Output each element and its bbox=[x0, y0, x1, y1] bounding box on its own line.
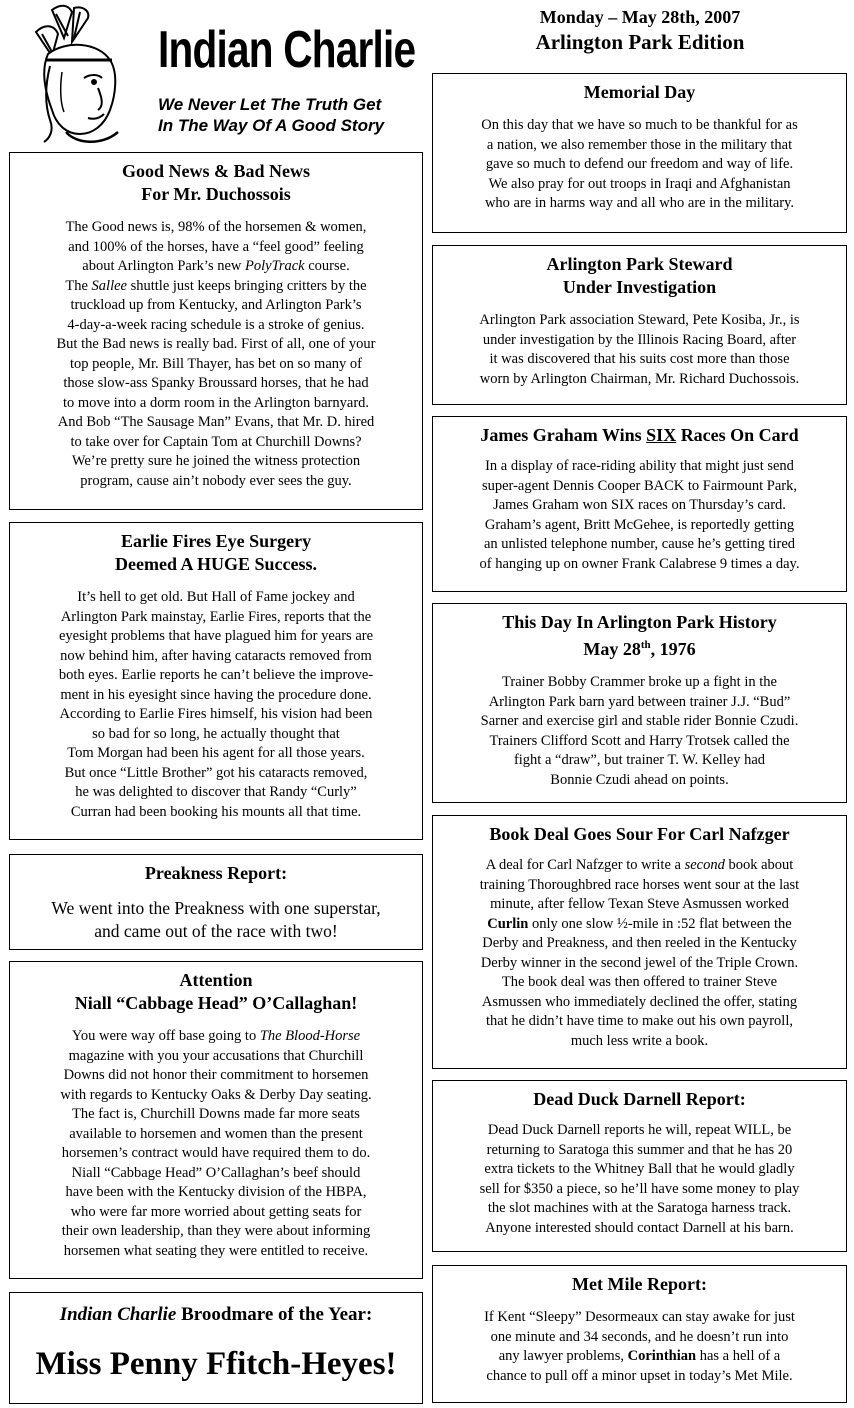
article-body bbox=[16, 1027, 416, 1261]
body-line: Arlington Park association Steward, Pete Kosiba, Jr., is bbox=[479, 312, 800, 328]
body-line: to move into a dorm room in the Arlington barnyard. bbox=[62, 394, 370, 411]
body-line: chance to pull off a minor upset in today’s Met Mile. bbox=[486, 1367, 793, 1384]
article-headline: Dead Duck Darnell Report: bbox=[533, 1089, 746, 1109]
article-headline: Preakness Report: bbox=[144, 863, 288, 883]
body-line: it was discovered that his suits cost more than those bbox=[489, 351, 790, 367]
italic-text: PolyTrack bbox=[245, 258, 305, 274]
body-line: he was delighted to discover that Randy “Curly” bbox=[75, 784, 357, 800]
body-line: Derby and Preakness, and then reeled in the Kentucky bbox=[482, 935, 797, 951]
body-line: who are in harms way and all who are in the military. bbox=[484, 195, 795, 211]
article-body bbox=[439, 311, 840, 389]
article-headline bbox=[10, 969, 422, 1015]
body-line: a nation, we also remember those in the military that bbox=[486, 136, 793, 153]
body-line: We also pray for out troops in Iraqi and Afghanistan bbox=[488, 175, 791, 192]
body-line: one minute and 34 seconds, and he doesn’t run into bbox=[490, 1328, 789, 1345]
issue-date: Monday – May 28th, 2007 bbox=[539, 7, 741, 27]
text-run: only one slow ½-mile in :52 flat between the bbox=[528, 915, 792, 932]
body-line: top people, Mr. Bill Thayer, has bet on so many of bbox=[70, 355, 362, 372]
body-line: The Good news is, 98% of the horsemen & women, bbox=[65, 219, 367, 235]
body-line bbox=[16, 277, 416, 297]
article-body bbox=[16, 588, 416, 822]
body-line: with regards to Kentucky Oaks & Derby Day seating. bbox=[60, 1086, 372, 1103]
body-line: Sarner and exercise girl and stable rider Bonnie Czudi. bbox=[480, 713, 799, 729]
body-line: James Graham won SIX races on Thursday’s card. bbox=[493, 497, 786, 513]
body-line: Downs did not honor their commitment to horsemen bbox=[63, 1067, 369, 1083]
article-dead-duck-darnell bbox=[432, 1080, 847, 1252]
body-line bbox=[439, 856, 840, 876]
body-line: Niall “Cabbage Head” O’Callaghan’s beef should bbox=[71, 1164, 361, 1181]
body-line: Anyone interested should contact Darnell at his barn. bbox=[485, 1219, 794, 1236]
body-line: fight a “draw”, but trainer T. W. Kelley had bbox=[513, 752, 766, 768]
body-line: so bad for so long, he actually thought that bbox=[92, 725, 340, 742]
tagline-line-1: We Never Let The Truth Get bbox=[158, 95, 382, 114]
article-memorial-day bbox=[432, 73, 847, 233]
article-headline bbox=[10, 1303, 422, 1326]
body-line: truckload up from Kentucky, and Arlington Park’s bbox=[70, 297, 362, 313]
text-run: has a hell of a bbox=[696, 1348, 781, 1364]
body-line: The book deal was then offered to trainer Steve bbox=[501, 974, 778, 990]
body-line: extra tickets to the Whitney Ball that he would gladly bbox=[484, 1161, 795, 1177]
body-line bbox=[439, 1347, 840, 1367]
text-run: about Arlington Park’s new bbox=[82, 258, 245, 274]
body-line: Tom Morgan had been his agent for all those years. bbox=[67, 745, 365, 761]
body-line: Bonnie Czudi ahead on points. bbox=[550, 771, 729, 788]
headline-line: Deemed A HUGE Success. bbox=[115, 554, 317, 574]
body-line: minute, after fellow Texan Steve Asmussen worked bbox=[490, 896, 789, 912]
body-line: worn by Arlington Chairman, Mr. Richard Duchossois. bbox=[479, 370, 800, 387]
body-line bbox=[16, 1027, 416, 1047]
headline-line: This Day In Arlington Park History bbox=[502, 612, 777, 632]
body-line: Curran had been booking his mounts all that time. bbox=[70, 803, 362, 820]
body-line: Arlington Park mainstay, Earlie Fires, reports that the bbox=[60, 608, 372, 625]
body-line: to take over for Captain Tom at Churchill Downs? bbox=[70, 433, 362, 450]
body-line: Derby winner in the second jewel of the Triple Crown. bbox=[480, 954, 799, 971]
article-park-history bbox=[432, 603, 847, 803]
article-headline bbox=[10, 530, 422, 576]
article-headline: Book Deal Goes Sour For Carl Nafzger bbox=[489, 824, 790, 844]
headline-line bbox=[433, 634, 846, 661]
body-line: If Kent “Sleepy” Desormeaux can stay awake for just bbox=[484, 1309, 795, 1325]
body-line: sell for $350 a piece, so he’ll have some money to play bbox=[479, 1180, 800, 1197]
body-line: In a display of race-riding ability that might just send bbox=[485, 458, 794, 474]
body-line: their own leadership, than they were about informing bbox=[61, 1223, 371, 1239]
article-good-bad-news bbox=[9, 152, 423, 510]
article-body bbox=[439, 457, 840, 574]
tagline-line-2: In The Way Of A Good Story bbox=[158, 116, 385, 135]
headline-line: Arlington Park Steward bbox=[546, 254, 733, 274]
body-line: those slow-ass Spanky Broussard horses, that he had bbox=[63, 375, 369, 391]
body-line: who were far more worried about getting seats for bbox=[70, 1203, 362, 1220]
body-line: have been with the Kentucky division of the HBPA, bbox=[65, 1184, 367, 1200]
text-run: book about bbox=[724, 857, 794, 873]
body-line: training Thoroughbred race horses went sour at the last bbox=[479, 876, 800, 893]
body-line: now behind him, after having cataracts removed from bbox=[60, 647, 372, 664]
broodmare-name: Miss Penny Ffitch-Heyes! bbox=[35, 1346, 397, 1382]
text-run: , 1976 bbox=[650, 639, 696, 659]
headline-line: Earlie Fires Eye Surgery bbox=[120, 531, 312, 551]
edition-title: Arlington Park Edition bbox=[535, 30, 745, 54]
text-run: James Graham Wins bbox=[480, 425, 647, 445]
text-run: Races On Card bbox=[676, 425, 799, 445]
italic-text: second bbox=[684, 857, 725, 873]
body-line: We went into the Preakness with one superstar, bbox=[51, 898, 381, 918]
article-preakness-report bbox=[9, 854, 423, 950]
body-line: And Bob “The Sausage Man” Evans, that Mr. D. hired bbox=[57, 414, 375, 430]
body-line: horsemen what seating they were entitled to receive. bbox=[63, 1242, 369, 1259]
article-headline bbox=[433, 253, 846, 299]
text-run: shuttle just keeps bringing critters by the bbox=[126, 277, 367, 294]
bold-text: Corinthian bbox=[627, 1348, 697, 1364]
body-line: of hanging up on owner Frank Calabrese 9 times a day. bbox=[479, 555, 800, 572]
body-line: both eyes. Earlie reports he can’t believe the improve- bbox=[58, 667, 374, 683]
headline-line: Good News & Bad News bbox=[121, 161, 310, 181]
text-run: any lawyer problems, bbox=[498, 1348, 628, 1364]
body-line: horsemen’s contract would have required them to do. bbox=[61, 1145, 371, 1161]
body-line: an unlisted telephone number, cause he’s getting tired bbox=[483, 536, 796, 552]
superscript: th bbox=[640, 639, 651, 651]
body-line: available to horsemen and women than the present bbox=[69, 1125, 363, 1142]
article-body bbox=[439, 673, 840, 790]
headline-line: For Mr. Duchossois bbox=[141, 184, 291, 204]
body-line: We’re pretty sure he joined the witness protection bbox=[71, 453, 361, 469]
body-line bbox=[16, 257, 416, 277]
article-attention-niall bbox=[9, 961, 423, 1279]
body-line: But the Bad news is really bad. First of all, one of your bbox=[56, 336, 376, 352]
italic-text: Indian Charlie bbox=[59, 1304, 177, 1325]
body-line: that he didn’t have time to make out his own payroll, bbox=[486, 1013, 793, 1029]
text-run: Broodmare of the Year: bbox=[176, 1304, 373, 1325]
body-line: ment in his eyesight since having the procedure done. bbox=[60, 686, 372, 703]
text-run: You were way off base going to bbox=[71, 1028, 260, 1044]
article-met-mile bbox=[432, 1265, 847, 1403]
indian-head-feather-icon bbox=[6, 2, 156, 148]
article-headline: Met Mile Report: bbox=[572, 1274, 707, 1294]
body-line: super-agent Dennis Cooper BACK to Fairmount Park, bbox=[481, 477, 798, 494]
article-body bbox=[439, 116, 840, 214]
body-line: eyesight problems that have plagued him for years are bbox=[58, 628, 374, 644]
body-line: 4-day-a-week racing schedule is a stroke of genius. bbox=[67, 316, 365, 333]
headline-line: Attention bbox=[179, 970, 253, 990]
body-line: under investigation by the Illinois Racing Board, after bbox=[482, 331, 797, 348]
article-james-graham bbox=[432, 416, 847, 592]
body-line: and 100% of the horses, have a “feel good” feeling bbox=[68, 238, 364, 255]
body-line bbox=[439, 915, 840, 935]
article-body bbox=[439, 1308, 840, 1386]
body-line: much less write a book. bbox=[570, 1032, 709, 1049]
article-body bbox=[439, 1121, 840, 1238]
article-headline bbox=[10, 160, 422, 206]
article-headline bbox=[433, 424, 846, 447]
body-line: The fact is, Churchill Downs made far more seats bbox=[72, 1106, 360, 1122]
masthead-title: Indian Charlie bbox=[158, 21, 416, 79]
headline-line: Niall “Cabbage Head” O’Callaghan! bbox=[74, 993, 358, 1013]
body-line: program, cause ain’t nobody ever sees the guy. bbox=[80, 472, 352, 489]
text-run: The bbox=[65, 277, 92, 294]
italic-text: Sallee bbox=[91, 277, 127, 294]
body-line: Trainers Clifford Scott and Harry Trotsek called the bbox=[489, 732, 790, 749]
body-line: Asmussen who immediately declined the offer, stating bbox=[481, 993, 798, 1010]
text-run: course. bbox=[304, 258, 350, 274]
article-eye-surgery bbox=[9, 522, 423, 840]
text-run: A deal for Carl Nafzger to write a bbox=[485, 857, 685, 873]
body-line: gave so much to defend our freedom and way of life. bbox=[485, 156, 794, 172]
article-book-deal bbox=[432, 815, 847, 1069]
article-body bbox=[18, 897, 414, 943]
bold-text: Curlin bbox=[487, 915, 529, 932]
body-line: Trainer Bobby Crammer broke up a fight in the bbox=[502, 674, 777, 690]
body-line: It’s hell to get old. But Hall of Fame jockey and bbox=[77, 589, 355, 605]
body-line: Arlington Park barn yard between trainer J.J. “Bud” bbox=[488, 693, 791, 710]
text-run: May 28 bbox=[583, 639, 641, 659]
article-body bbox=[16, 218, 416, 491]
italic-text: The Blood-Horse bbox=[259, 1028, 361, 1044]
article-headline: Memorial Day bbox=[583, 82, 696, 102]
headline-line: Under Investigation bbox=[562, 277, 717, 297]
body-line: Dead Duck Darnell reports he will, repeat WILL, be bbox=[487, 1122, 792, 1138]
body-line: According to Earlie Fires himself, his vision had been bbox=[59, 706, 373, 722]
body-line: the slot machines with at the Saratoga harness track. bbox=[487, 1200, 792, 1216]
body-line: But once “Little Brother” got his cataracts removed, bbox=[64, 764, 368, 781]
article-steward-investigation bbox=[432, 245, 847, 405]
body-line: On this day that we have so much to be thankful for as bbox=[481, 117, 798, 133]
body-line: Graham’s agent, Britt McGehee, is reportedly getting bbox=[484, 516, 795, 533]
article-body bbox=[439, 856, 840, 1051]
underlined-text: SIX bbox=[646, 425, 677, 445]
body-line: magazine with you your accusations that Churchill bbox=[68, 1047, 364, 1064]
article-headline bbox=[433, 611, 846, 661]
body-line: and came out of the race with two! bbox=[94, 921, 338, 941]
article-broodmare-of-year bbox=[9, 1292, 423, 1404]
body-line: returning to Saratoga this summer and that he has 20 bbox=[486, 1141, 793, 1158]
